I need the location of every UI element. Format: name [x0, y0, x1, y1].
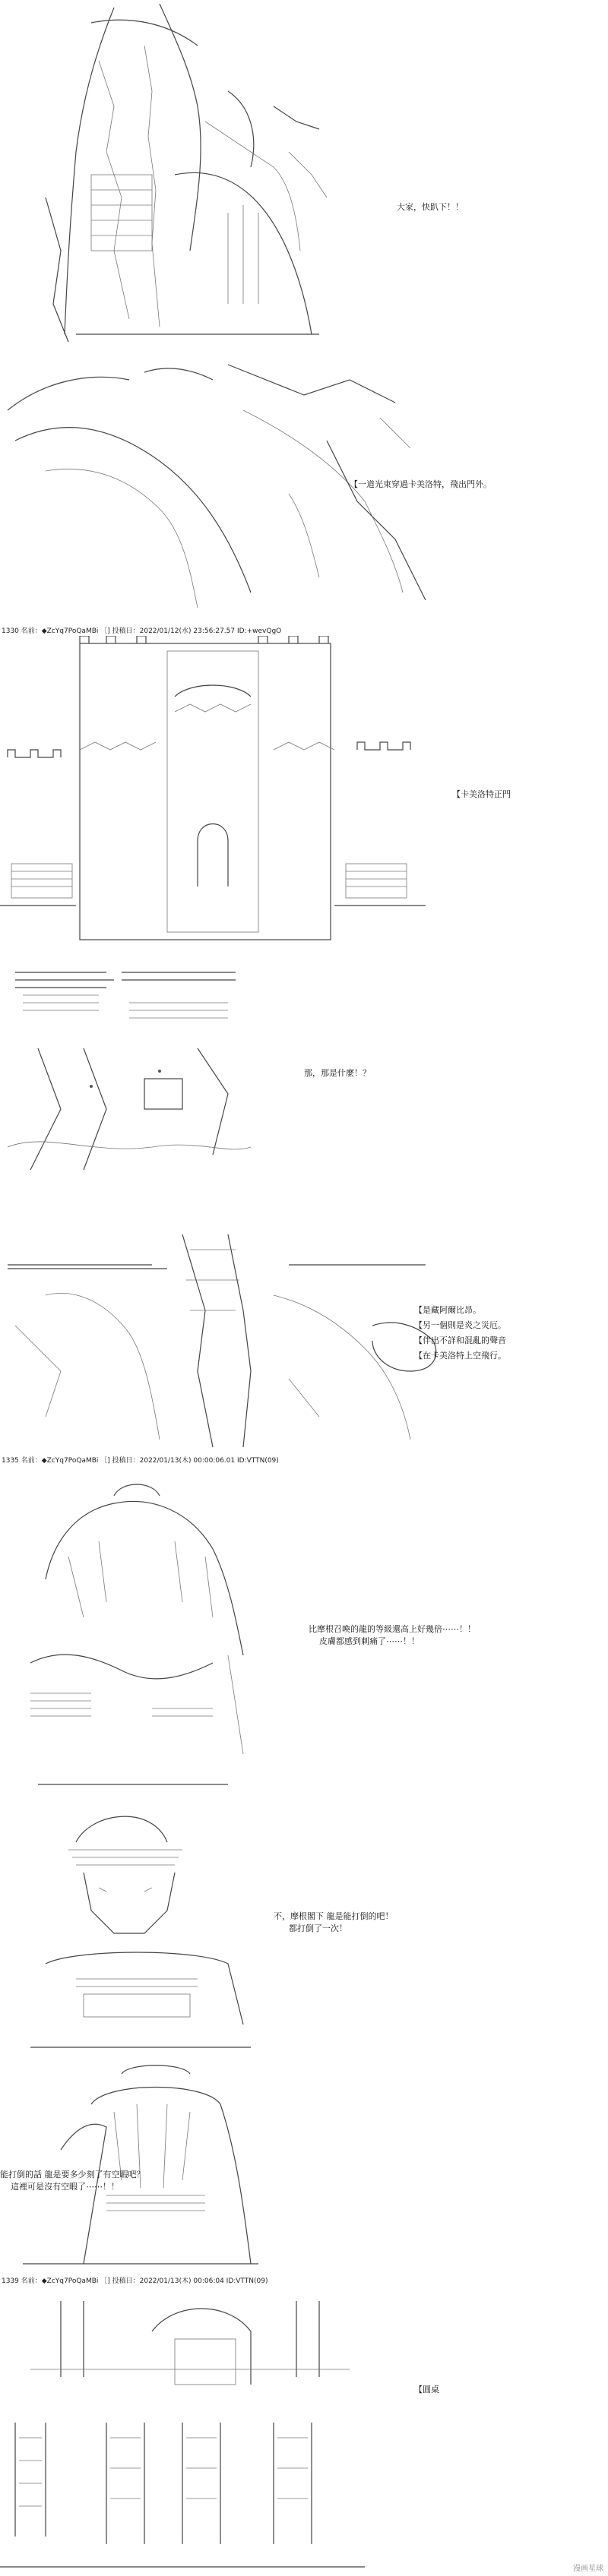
caption-p6: [309, 1623, 476, 1648]
caption-line: 大家，快趴下！！: [397, 202, 464, 212]
ascii-art-dragons: [0, 1219, 608, 1455]
caption-p2: [350, 479, 492, 491]
ascii-art-castle-gate: [0, 636, 608, 955]
caption-line: 【卡美洛特正門: [452, 789, 511, 799]
ascii-art-hooded-figure: [0, 1465, 608, 1792]
caption-line: 比摩根召喚的龍的等級還高上好幾倍⋯⋯！！: [309, 1624, 476, 1634]
panel-2: [0, 349, 608, 623]
panel-9: [0, 2275, 608, 2576]
panel-5: [0, 1219, 608, 1455]
caption-line: 【是藏阿爾比昂。: [414, 1305, 481, 1315]
panel-1: [0, 0, 608, 349]
caption-line: 能打倒的話 龍是要多少刻了有空暇吧？: [0, 2170, 145, 2179]
caption-line: 【在卡美洛特上空飛行。: [414, 1351, 506, 1361]
caption-line: 【圓桌: [414, 2385, 439, 2394]
caption-p9: [414, 2384, 439, 2396]
panel-6: [0, 1455, 608, 1797]
caption-line: 都打倒了一次！: [289, 1923, 347, 1933]
caption-p5: [414, 1303, 506, 1364]
caption-p3: [452, 789, 511, 801]
ascii-art-light-beam: [0, 349, 608, 623]
caption-p7: [274, 1911, 394, 1935]
ascii-art-round-table: [0, 2286, 608, 2576]
post-header: 1330 名前：◆ZcYq7PoQaMBi ［] 投稿日：2022/01/12(水) 23:56:27.57 ID:+wevQgO: [2, 627, 282, 635]
panel-4: [0, 957, 608, 1215]
caption-line: 不，摩根閣下 龍是能打倒的吧！: [274, 1911, 394, 1921]
caption-line: 那，那是什麼！？: [304, 1068, 371, 1078]
post-header: 1339 名前：◆ZcYq7PoQaMBi ［] 投稿日：2022/01/13(木) 00:06:04 ID:VTTN(09): [2, 2277, 268, 2285]
caption-p1: [397, 201, 464, 213]
post-header: 1335 名前：◆ZcYq7PoQaMBi ［] 投稿日：2022/01/13(木) 00:00:06.01 ID:VTTN(09): [2, 1457, 279, 1465]
caption-line: 【一道光束穿過卡美洛特，飛出門外。: [350, 479, 492, 489]
ascii-art-long-hair-figure: [0, 2059, 608, 2275]
ascii-art-shocked-faces: [0, 957, 608, 1215]
caption-p8: [0, 2169, 145, 2193]
caption-line: 皮膚都感到刺痛了⋯⋯！！: [319, 1636, 420, 1646]
caption-p4: [304, 1067, 371, 1079]
watermark: 漫画星球: [573, 2565, 603, 2573]
panel-8: [0, 2059, 608, 2275]
caption-line: 【另一個則是炎之災厄。: [414, 1320, 506, 1330]
caption-line: 【伴出不詳和混亂的聲音: [414, 1335, 506, 1345]
panel-7: [0, 1797, 608, 2059]
ascii-art-kneeling-figure: [0, 0, 608, 349]
caption-line: 這裡可是沒有空暇了⋯⋯！！: [11, 2182, 119, 2192]
panel-3: [0, 625, 608, 957]
